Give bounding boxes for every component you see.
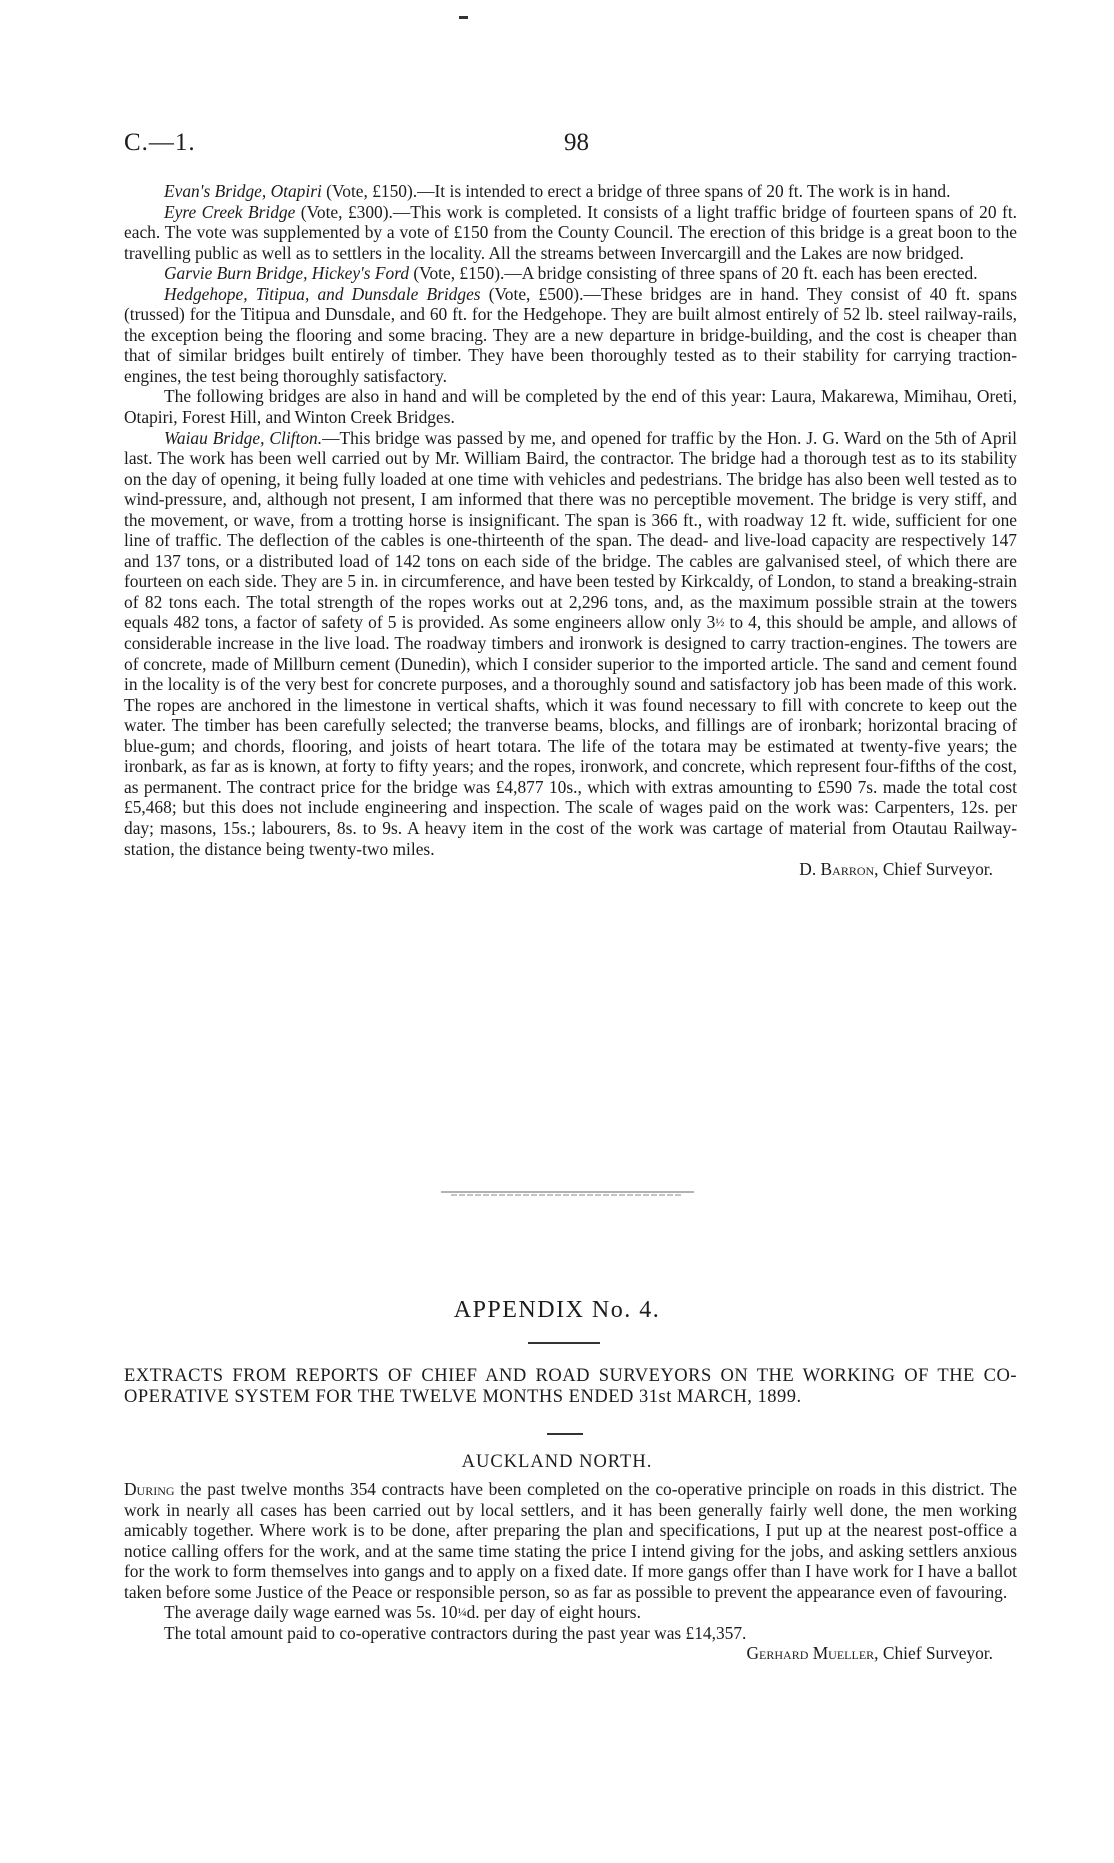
paragraph-text: (Vote, £500).—These bridges are in hand. They consist of 40 ft. spans (trussed) for the Titipua and Dunsdale, and 60 ft. for the Hedgehope. They are built almost entirely of 52 lb. steel railway-rails, the exception being the flooring and some bracing. They are a new departure in bridge-building, and the cost is cheaper than that of similar bridges built entirely of timber. They have been thoroughly tested as to their stability for carrying traction-engines, the test being thoroughly satisfactory. <box>124 283 1018 386</box>
paragraph-text: (Vote, £300).—This work is completed. It consists of a light traffic bridge of fourteen spans of 20 ft. each. The vote was supplemented by a vote of £150 from the County Council. The erection of this bridge is a great boon to the travelling public as well as to settlers in the locality. All the streams between Invercargill and the Lakes are now bridged. <box>124 201 1017 263</box>
paragraph-title: Eyre Creek Bridge <box>164 201 296 222</box>
paragraph-evans-bridge <box>124 181 1017 202</box>
paragraph-title: Evan's Bridge, Otapiri <box>164 181 322 201</box>
paragraph-total-paid: The total amount paid to co-operative contractors during the past year was £14,357. <box>164 1622 747 1643</box>
paragraph-hedgehope-bridges <box>124 284 1017 387</box>
section-title: AUCKLAND NORTH. <box>461 1452 653 1472</box>
section-divider <box>441 1190 694 1198</box>
top-mark <box>459 16 468 19</box>
paragraph-waiau-bridge <box>124 428 1017 859</box>
paragraph-title: Garvie Burn Bridge, Hickey's Ford <box>164 263 410 284</box>
document-reference: C.—1. <box>124 129 196 156</box>
paragraph-title: Hedgehope, Titipua, and Dunsdale Bridges <box>164 283 481 304</box>
title-rule <box>528 1342 600 1344</box>
paragraph-text: —This bridge was passed by me, and opened for traffic by the Hon. J. G. Ward on the 5th of April last. The work has been well carried out by Mr. William Baird, the contractor. The bridge had a thorough test as to its stability on the day of opening, it being fully loaded at one time with vehicles and pedestrians. The bridge has also been well tested as to wind-pressure, and, although not present, I am informed that there was no perceptible movement. The bridge is very stiff, and the movement, or wave, from a trotting horse is insignificant. The span is 366 ft., with roadway 12 ft. wide, sufficient for one line of traffic. The deflection of the cables is one-thirteenth of the span. The dead- and live-load capacity are respectively 147 and 137 tons, or a distributed load of 142 tons on each side of the bridge. The cables are galvanised steel, of which there are fourteen on each side. They are 5 in. in circumference, and have been tested by Kirkcaldy, of London, to stand a breaking-strain of 82 tons each. The total strength of the ropes works out at 2,296 tons, and, as the maximum possible strain at the towers equals 482 tons, a factor of safety of 5 is provided. As some engineers allow only 3 <box>124 427 1017 633</box>
signature-name: D. Barron, <box>799 859 879 880</box>
extracts-title: EXTRACTS FROM REPORTS OF CHIEF AND ROAD SURVEYORS ON THE WORKING OF THE CO-OPERATIVE SYSTEM FOR THE TWELVE MONTHS ENDED 31st MARCH, 1899. <box>124 1366 1017 1407</box>
signature-title: Chief Surveyor. <box>878 1643 993 1664</box>
paragraph-title: Waiau Bridge, Clifton. <box>164 427 323 448</box>
bridges-report <box>124 181 1017 880</box>
paragraph-text: (Vote, £150).—A bridge consisting of three spans of 20 ft. each has been erected. <box>409 263 978 284</box>
paragraph-following-bridges <box>124 386 1017 427</box>
paragraph-eyre-creek-bridge <box>124 202 1017 264</box>
appendix-title: APPENDIX No. 4. <box>453 1297 661 1323</box>
signature-mueller <box>124 1643 1017 1664</box>
page-header <box>124 129 1004 163</box>
page-number: 98 <box>564 129 589 156</box>
paragraph-text: The following bridges are also in hand and will be completed by the end of this year: Laura, Makarewa, Mimihau, Oreti, Otapiri, Forest Hill, and Winton Creek Bridges. <box>124 386 1017 428</box>
paragraph-text-cont: d. per day of eight hours. <box>466 1602 641 1623</box>
title-rule <box>547 1433 583 1435</box>
paragraph-text: The average daily wage earned was 5s. 10 <box>164 1602 458 1623</box>
paragraph-contracts <box>124 1479 1017 1602</box>
paragraph-garvie-burn-bridge <box>124 263 1017 284</box>
fraction: ½ <box>715 615 725 630</box>
fraction: ¼ <box>457 1605 467 1620</box>
auckland-north-report <box>124 1479 1017 1664</box>
signature-name: Gerhard Mueller, <box>746 1643 879 1664</box>
lead-word: During <box>124 1479 175 1499</box>
paragraph-average-wage <box>124 1602 1017 1623</box>
paragraph-text-cont: to 4, this should be ample, and allows of considerable increase in the live load. The roadway timbers and ironwork is designed to carry traction-engines. The towers are of concrete, made of Millburn cement (Dunedin), which I consider superior to the imported article. The sand and cement found in the locality is of the very best for concrete purposes, and a thoroughly sound and satisfactory job has been made of this work. The ropes are anchored in the limestone in vertical shafts, which it was found necessary to fill with concrete to keep out the water. The timber has been carefully selected; the tranverse beams, blocks, and fillings are of ironbark; horizontal bracing of blue-gum; and chords, flooring, and joists of heart totara. The life of the totara may be estimated at twenty-five years; the ironbark, as far as is known, at forty to fifty years; and the ropes, ironwork, and concrete, which represent four-fifths of the cost, as permanent. The contract price for the bridge was £4,877 10s., which with extras amounting to £590 7s. made the total cost £5,468; but this does not include engineering and inspection. The scale of wages paid on the work was: Carpenters, 12s. per day; masons, 15s.; labourers, 8s. to 9s. A heavy item in the cost of the work was cartage of material from Otautau Railway-station, the distance being twenty-two miles. <box>124 612 1017 859</box>
signature-title: Chief Surveyor. <box>878 859 993 880</box>
signature-barron <box>124 859 1017 880</box>
paragraph-text: (Vote, £150).—It is intended to erect a bridge of three spans of 20 ft. The work is in hand. <box>321 181 951 201</box>
paragraph-text: the past twelve months 354 contracts have been completed on the co-operative principle on roads in this district. The work in nearly all cases has been carried out by local settlers, and it has been generally fairly well done, the men working amicably together. Where work is to be done, after preparing the plan and specifications, I put up at the nearest post-office a notice calling offers for the work, and at the same time stating the price I intend giving for the jobs, and asking settlers anxious for the work to form themselves into gangs and to apply on a fixed date. If more gangs offer than I have work for I have a ballot taken before some Justice of the Peace or responsible person, so as far as possible to prevent the appearance even of favouring. <box>124 1479 1017 1602</box>
